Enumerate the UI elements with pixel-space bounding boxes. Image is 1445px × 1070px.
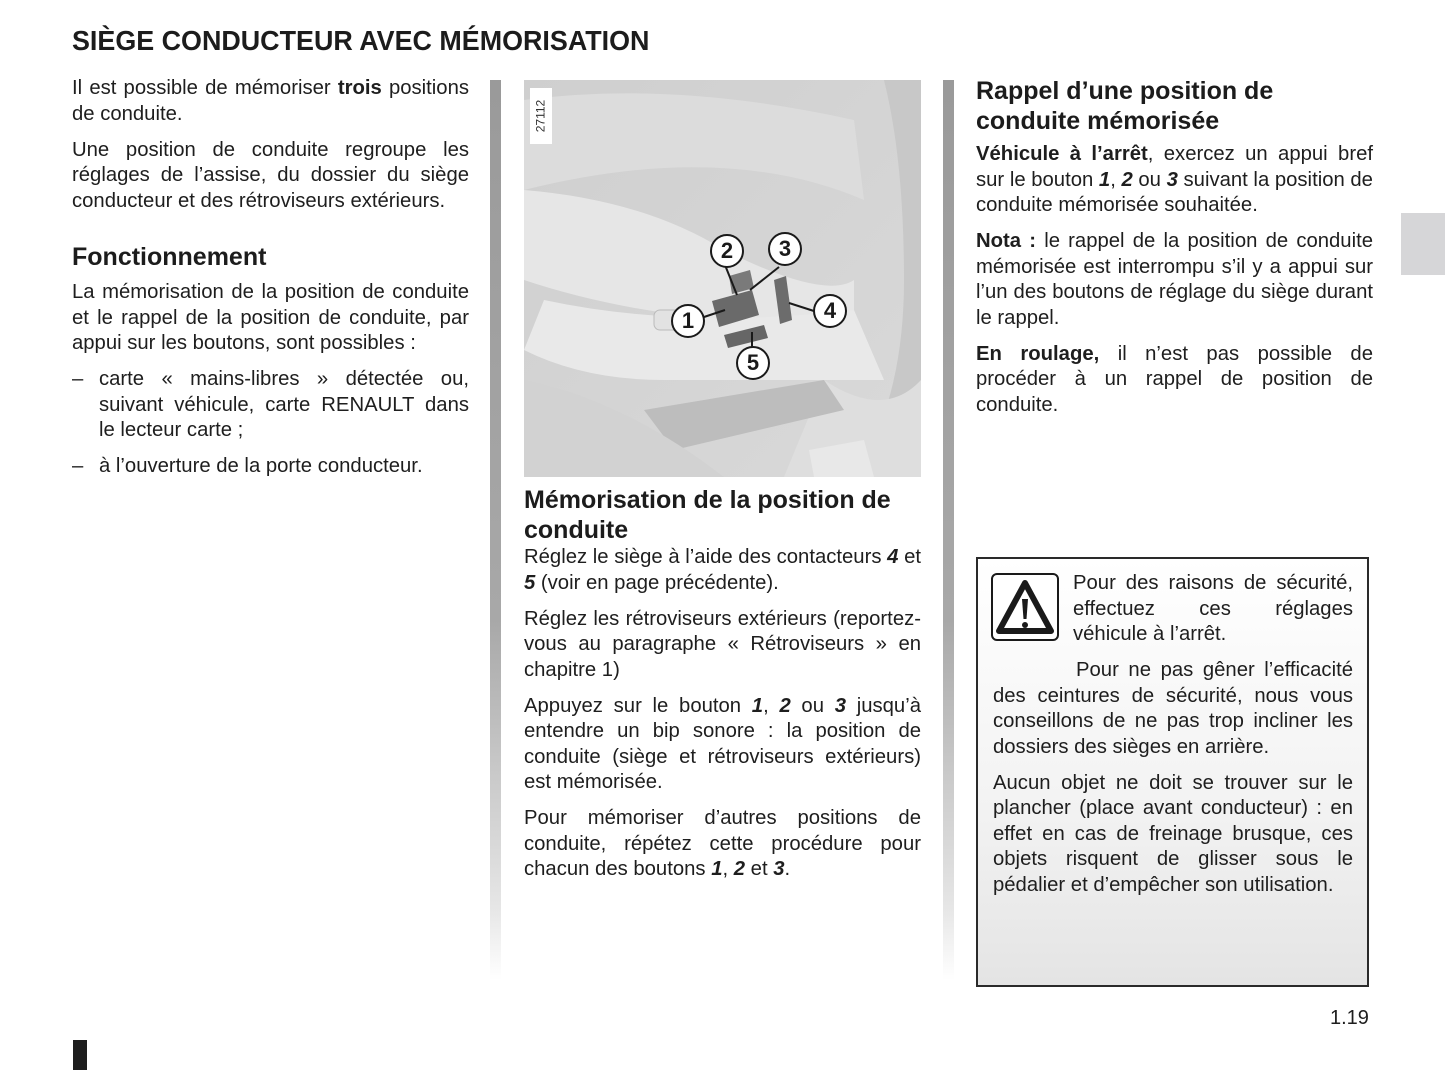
warning-paragraph-2: Pour ne pas gêner l’efficacité des ceintures de sécurité, nous vous conseillons de ne pas trop incliner les dossiers des sièges en arrière. <box>993 659 1353 758</box>
rappel-paragraph: Véhicule à l’arrêt, exercez un appui bref sur le bouton 1, 2 ou 3 suivant la position de conduite mémorisée souhaitée. <box>976 143 1373 216</box>
memorisation-step-seat: Réglez le siège à l’aide des contacteurs 4 et 5 (voir en page précédente). <box>524 546 921 594</box>
column-right <box>976 76 1373 429</box>
page-number: 1.19 <box>1330 1007 1369 1029</box>
figure-reference-code: 27112 <box>530 88 552 144</box>
intro-paragraph: Il est possible de mémoriser trois positions de conduite. <box>72 77 470 125</box>
section-heading-fonctionnement: Fonctionnement <box>72 243 267 271</box>
list-item: – à l’ouverture de la porte conducteur. <box>72 454 469 480</box>
callout-button-1: 1 <box>671 304 705 338</box>
callout-button-2: 2 <box>710 234 744 268</box>
definition-paragraph: Une position de conduite regroupe les réglages de l’assise, du dossier du siège conducteur et des rétroviseurs extérieurs. <box>72 138 469 212</box>
page-corner-mark <box>73 1040 87 1070</box>
column-middle <box>524 80 921 893</box>
section-heading-rappel: Rappel d’une position de conduite mémorisée <box>976 77 1274 135</box>
en-roulage-paragraph: En roulage, il n’est pas possible de procéder à un rappel de position de conduite. <box>976 342 1373 416</box>
warning-paragraph-1: Pour des raisons de sécurité, effectuez ces réglages véhicule à l’arrêt. <box>1073 572 1353 645</box>
memorisation-step-mirrors: Réglez les rétroviseurs extérieurs (reportez-vous au paragraphe « Rétroviseurs » en chapitre 1) <box>524 607 921 681</box>
seat-photo-illustration <box>524 80 921 477</box>
chapter-tab-marker <box>1401 213 1445 275</box>
fonctionnement-paragraph: La mémorisation de la position de conduite et le rappel de la position de conduite, par appui sur les boutons, sont possibles : <box>72 281 469 354</box>
section-heading-memorisation: Mémorisation de la position de conduite <box>524 486 891 544</box>
callout-button-4: 4 <box>813 294 847 328</box>
dash-bullet: – <box>72 368 84 390</box>
emphasis-trois: trois <box>337 77 382 99</box>
safety-warning-box <box>976 557 1369 987</box>
nota-paragraph: Nota : le rappel de la position de conduite mémorisée est interrompu s’il y a appui sur l’un des boutons de réglage du siège durant le rappel. <box>976 230 1373 329</box>
warning-triangle-icon <box>991 573 1059 641</box>
memorisation-step-press: Appuyez sur le bouton 1, 2 ou 3 jusqu’à entendre un bip sonore : la position de conduite (siège et rétroviseurs extérieurs) est mémorisée. <box>524 694 921 793</box>
column-separator <box>943 80 954 980</box>
list-item: – carte « mains-libres » détectée ou, suivant véhicule, carte RENAULT dans le lecteur carte ; <box>72 368 469 441</box>
callout-button-5: 5 <box>736 346 770 380</box>
conditions-list <box>72 367 469 480</box>
memorisation-step-repeat: Pour mémoriser d’autres positions de conduite, répétez cette procédure pour chacun des boutons 1, 2 et 3. <box>524 807 921 880</box>
callout-button-3: 3 <box>768 232 802 266</box>
page-title: SIÈGE CONDUCTEUR AVEC MÉMORISATION <box>72 25 650 56</box>
warning-paragraph-3: Aucun objet ne doit se trouver sur le plancher (place avant conducteur) : en effet en cas de freinage brusque, ces objets risquent de glisser sous le pédalier et d’empêcher son utilisation. <box>993 771 1353 896</box>
dash-bullet: – <box>72 455 84 477</box>
column-left <box>72 76 469 490</box>
column-separator <box>490 80 501 980</box>
seat-controls-figure <box>524 80 921 477</box>
